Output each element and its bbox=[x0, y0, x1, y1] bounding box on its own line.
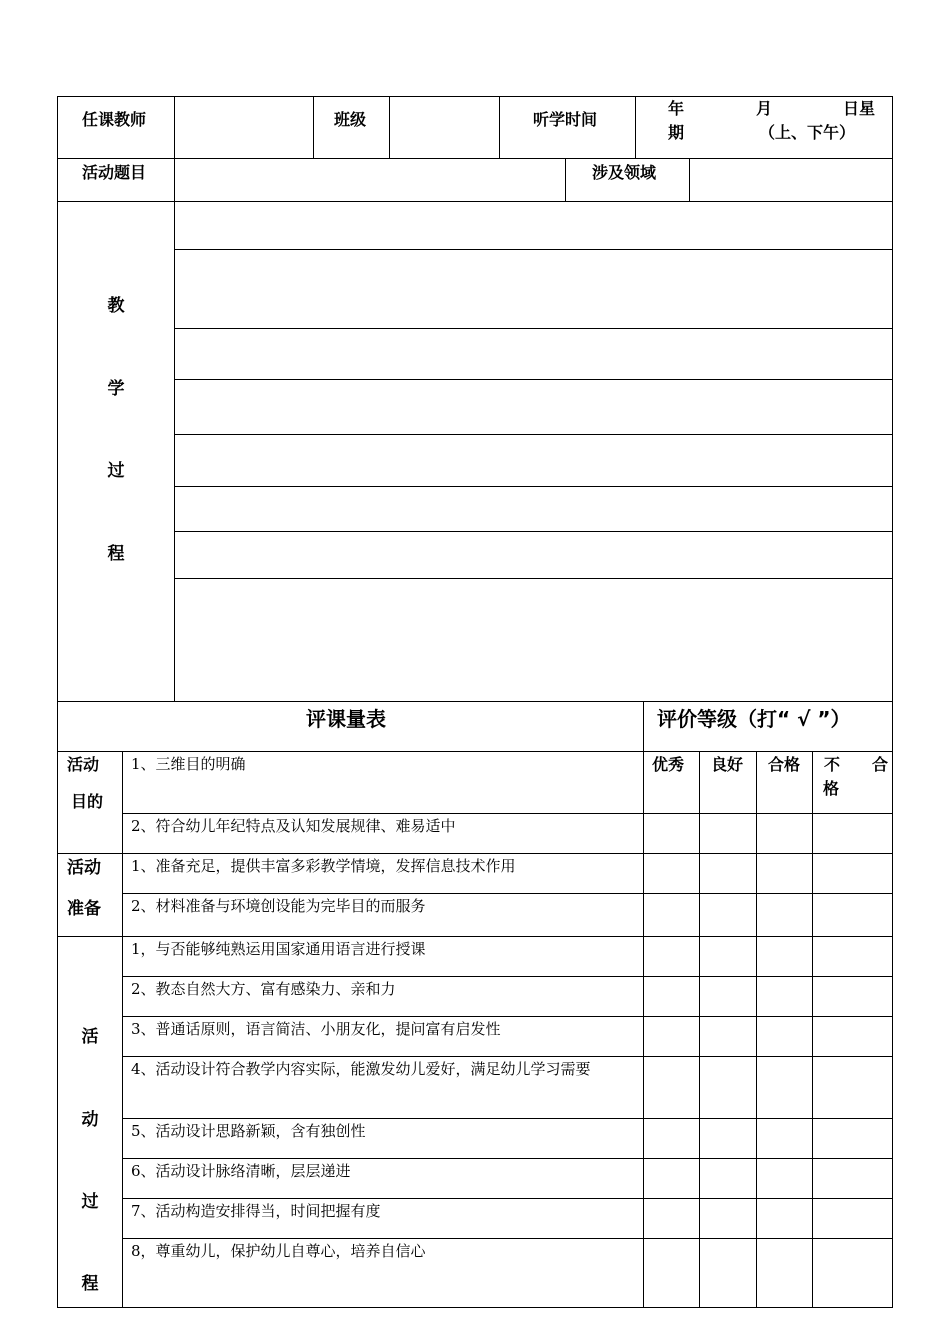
criterion: 8，尊重幼儿，保护幼儿自尊心，培养自信心 bbox=[131, 1242, 426, 1260]
activity-char: 动 bbox=[81, 1110, 99, 1130]
grade-title: 评价等级（打“ √ ”） bbox=[657, 707, 851, 731]
grade-check-cell[interactable] bbox=[757, 814, 812, 853]
grade-check-cell[interactable] bbox=[644, 937, 699, 976]
criterion: 1、准备充足，提供丰富多彩教学情境，发挥信息技术作用 bbox=[131, 857, 516, 875]
topic-label: 活动题目 bbox=[82, 163, 147, 182]
grade-check-cell[interactable] bbox=[757, 1159, 812, 1198]
time-label: 听学时间 bbox=[533, 110, 598, 129]
process-char: 过 bbox=[107, 461, 125, 481]
grade-check-cell[interactable] bbox=[644, 977, 699, 1016]
grade-check-cell[interactable] bbox=[700, 1159, 756, 1198]
grade-check-cell[interactable] bbox=[700, 1017, 756, 1056]
grade-check-cell[interactable] bbox=[813, 854, 892, 893]
divider bbox=[313, 96, 314, 159]
criterion: 2、符合幼儿年纪特点及认知发展规律、难易适中 bbox=[131, 817, 456, 835]
divider bbox=[57, 701, 893, 702]
grade-check-cell[interactable] bbox=[757, 854, 812, 893]
criterion: 1，与否能够纯熟运用国家通用语言进行授课 bbox=[131, 940, 426, 958]
grade-check-cell[interactable] bbox=[644, 1159, 699, 1198]
grade-check-cell[interactable] bbox=[700, 894, 756, 936]
divider bbox=[57, 751, 893, 752]
grade-check-cell[interactable] bbox=[813, 814, 892, 853]
criterion: 3、普通话原则，语言简洁、小朋友化，提问富有启发性 bbox=[131, 1020, 501, 1038]
process-content-area[interactable] bbox=[175, 202, 891, 700]
grade-check-cell[interactable] bbox=[757, 894, 812, 936]
grade-check-cell[interactable] bbox=[757, 1239, 812, 1307]
divider bbox=[122, 751, 123, 1308]
class-field[interactable] bbox=[390, 97, 498, 158]
grade-check-cell[interactable] bbox=[757, 1017, 812, 1056]
grade-check-cell[interactable] bbox=[813, 1057, 892, 1118]
grade-check-cell[interactable] bbox=[644, 1119, 699, 1158]
grade-check-cell[interactable] bbox=[813, 1239, 892, 1307]
grade-check-cell[interactable] bbox=[757, 937, 812, 976]
grade-check-cell[interactable] bbox=[644, 1239, 699, 1307]
grade-check-cell[interactable] bbox=[757, 1057, 812, 1118]
criterion: 2、材料准备与环境创设能为完毕目的而服务 bbox=[131, 897, 426, 915]
grade-check-cell[interactable] bbox=[757, 1199, 812, 1238]
process-char: 程 bbox=[107, 544, 125, 564]
purpose-label: 目的 bbox=[71, 792, 104, 811]
grade-check-cell[interactable] bbox=[644, 1057, 699, 1118]
domain-label: 涉及领域 bbox=[592, 163, 657, 182]
grade-good: 良好 bbox=[711, 755, 744, 774]
class-label: 班级 bbox=[334, 110, 367, 129]
criterion: 5、活动设计思路新颖，含有独创性 bbox=[131, 1122, 366, 1140]
grade-check-cell[interactable] bbox=[813, 1199, 892, 1238]
grade-check-cell[interactable] bbox=[813, 894, 892, 936]
border-right bbox=[892, 96, 893, 1308]
grade-check-cell[interactable] bbox=[644, 814, 699, 853]
criterion: 4、活动设计符合教学内容实际，能激发幼儿爱好，满足幼儿学习需要 bbox=[131, 1060, 591, 1078]
date-ampm: （上、下午） bbox=[759, 123, 856, 142]
grade-check-cell[interactable] bbox=[700, 854, 756, 893]
activity-char: 活 bbox=[81, 1027, 99, 1047]
prep-label: 活动 bbox=[67, 858, 101, 878]
divider bbox=[499, 96, 500, 159]
grade-check-cell[interactable] bbox=[700, 814, 756, 853]
grade-check-cell[interactable] bbox=[813, 1017, 892, 1056]
criterion: 1、三维目的明确 bbox=[131, 755, 246, 773]
date-month: 月 bbox=[756, 99, 773, 118]
grade-check-cell[interactable] bbox=[813, 1119, 892, 1158]
criterion: 2、教态自然大方、富有感染力、亲和力 bbox=[131, 980, 396, 998]
grade-check-cell[interactable] bbox=[700, 937, 756, 976]
divider bbox=[565, 158, 566, 202]
grade-check-cell[interactable] bbox=[813, 977, 892, 1016]
grade-check-cell[interactable] bbox=[700, 1057, 756, 1118]
grade-check-cell[interactable] bbox=[644, 1199, 699, 1238]
date-day: 日星 bbox=[843, 99, 876, 118]
grade-excellent: 优秀 bbox=[652, 755, 685, 774]
date-year: 年 bbox=[668, 99, 685, 118]
teacher-field[interactable] bbox=[175, 97, 312, 158]
grade-check-cell[interactable] bbox=[813, 1159, 892, 1198]
grade-check-cell[interactable] bbox=[757, 977, 812, 1016]
domain-field[interactable] bbox=[690, 159, 891, 201]
criterion: 7、活动构造安排得当，时间把握有度 bbox=[131, 1202, 381, 1220]
date-week: 期 bbox=[668, 123, 685, 142]
activity-char: 程 bbox=[81, 1274, 99, 1294]
teacher-label: 任课教师 bbox=[82, 110, 147, 129]
grade-check-cell[interactable] bbox=[700, 1199, 756, 1238]
border-left bbox=[57, 96, 58, 1308]
date-field[interactable] bbox=[636, 97, 891, 158]
grade-check-cell[interactable] bbox=[757, 1119, 812, 1158]
grade-pass: 合格 bbox=[768, 755, 801, 774]
border-bottom bbox=[57, 1307, 893, 1308]
activity-char: 过 bbox=[81, 1192, 99, 1212]
grade-check-cell[interactable] bbox=[813, 937, 892, 976]
grade-fail-line2: 格 bbox=[823, 779, 840, 798]
criterion: 6、活动设计脉络清晰，层层递进 bbox=[131, 1162, 351, 1180]
process-char: 学 bbox=[107, 379, 125, 399]
prep-label: 准备 bbox=[67, 899, 101, 919]
purpose-label: 活动 bbox=[67, 755, 100, 774]
process-char: 教 bbox=[107, 296, 125, 316]
grade-fail: 不 合 bbox=[824, 755, 889, 774]
rubric-title: 评课量表 bbox=[306, 707, 386, 731]
grade-check-cell[interactable] bbox=[700, 1119, 756, 1158]
grade-check-cell[interactable] bbox=[700, 1239, 756, 1307]
topic-field[interactable] bbox=[175, 159, 564, 201]
grade-check-cell[interactable] bbox=[700, 977, 756, 1016]
grade-check-cell[interactable] bbox=[644, 854, 699, 893]
grade-check-cell[interactable] bbox=[644, 894, 699, 936]
grade-check-cell[interactable] bbox=[644, 1017, 699, 1056]
